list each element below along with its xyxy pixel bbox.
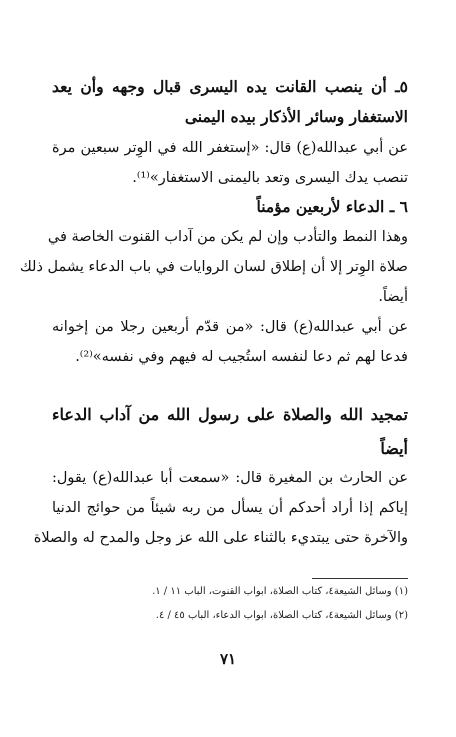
text-line: فدعا لهم ثم دعا لنفسه استُجيب له فيهم وفي نفسه»⁽²⁾. [75,349,408,365]
text-line: وهذا النمط والتأدب وإن لم يكن من آداب القنوت الخاصة في [47,229,408,245]
text-line: تمجيد الله والصلاة على رسول الله من آداب الدعاء [52,405,408,424]
text-line: الاستغفار وسائر الأذكار بيده اليمنى [184,107,408,126]
text-line: عن أبي عبدالله(ع) قال: «من قدّم أربعين رجلا من إخوانه [52,319,408,335]
text-line: عن أبي عبدالله(ع) قال: «إستغفر الله في الوِتر سبعين مرة [52,140,408,156]
text-line: أيضاً. [378,289,408,305]
text-line: أيضاً [380,439,408,458]
text-line: عن الحارث بن المغيرة قال: «سمعت أبا عبدالله(ع) يقول: [52,470,408,486]
item-5-heading [52,72,408,132]
hadith-1 [52,133,408,193]
paragraph-1 [19,222,408,312]
footnotes [52,580,408,628]
text-line: إياكم إذا أراد أحدكم أن يسأل من ربه شيئاً من حوائج الدنيا [52,500,408,516]
text-line: صلاة الوِتر إلا أن إطلاق لسان الروايات في باب الدعاء يشمل ذلك [19,259,408,275]
footnote-divider [312,578,408,579]
item-6-heading [52,192,408,222]
text-line: ٥ـ أن ينصب القانت يده اليسرى قبال وجهه وأن يعد [52,77,408,96]
page-number: ٧١ [219,650,237,668]
text-line: تنصب يدك اليسرى وتعد باليمنى الاستغفار»⁽¹⁾. [132,170,408,186]
hadith-2 [52,312,408,372]
hadith-3 [33,463,408,553]
text-line: والآخرة حتى يبتديء بالثناء على الله عز وجل والمدح له والصلاة [33,530,408,546]
footnote: (٢) وسائل الشيعة٤، كتاب الصلاة، ابواب الدعاء، الباب ٤٥ / ٤. [155,610,408,621]
section-heading [52,398,408,466]
footnote: (١) وسائل الشيعة٤، كتاب الصلاة، ابواب القنوت، الباب ١١ / ١. [152,586,408,597]
text-line: ٦ ـ الدعاء لأربعين مؤمناً [256,197,408,216]
